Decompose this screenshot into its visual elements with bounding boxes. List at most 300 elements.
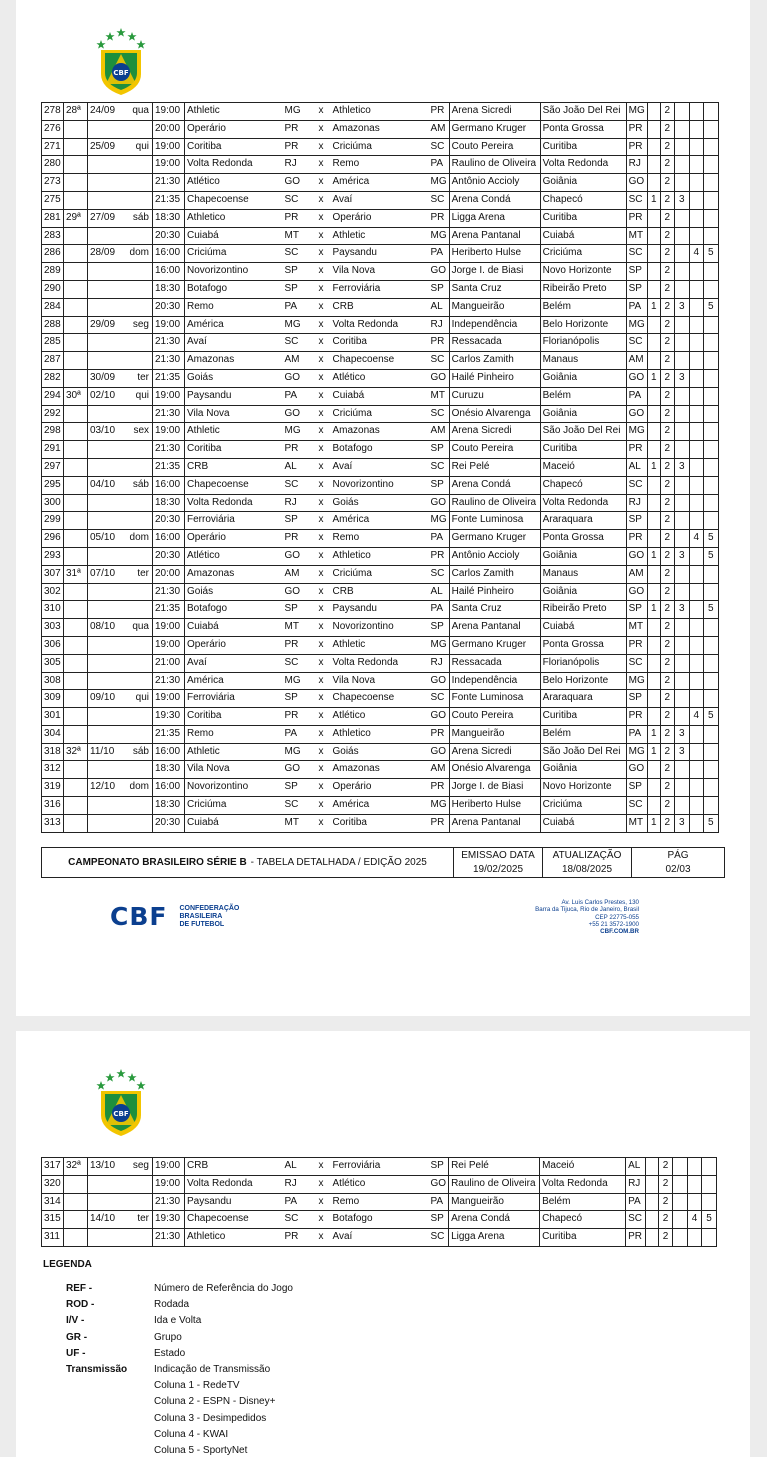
- time-cell: 20:30: [153, 298, 185, 316]
- versus-cell: x: [318, 621, 324, 633]
- city-cell: Ribeirão Preto: [540, 280, 626, 298]
- venue-state-cell: AL: [626, 1158, 646, 1176]
- tv-col-1-cell: [647, 690, 660, 708]
- versus-cell: x: [318, 318, 324, 330]
- weekday-cell: ter: [137, 371, 149, 383]
- legend-key: [66, 1429, 154, 1445]
- home-state-cell: PR: [284, 211, 299, 223]
- legend-value: Coluna 3 - Desimpedidos: [154, 1412, 267, 1424]
- away-state-cell: SC: [429, 565, 450, 583]
- away-team-cell: Goiás: [332, 745, 359, 757]
- legend-key: [66, 1445, 154, 1457]
- tv-col-5-cell: [703, 636, 718, 654]
- stadium-cell: Curuzu: [449, 387, 540, 405]
- cbf-logo: [110, 902, 239, 931]
- tv-col-5-cell: [703, 120, 718, 138]
- time-cell: 21:30: [153, 352, 185, 370]
- time-cell: 19:00: [153, 387, 185, 405]
- home-team-cell: Amazonas: [187, 354, 235, 366]
- away-state-cell: SC: [429, 352, 450, 370]
- ref-number-cell: 298: [42, 423, 64, 441]
- stadium-cell: Heriberto Hulse: [449, 245, 540, 263]
- ref-number-cell: 309: [42, 690, 64, 708]
- time-cell: 21:30: [153, 1193, 185, 1211]
- tv-col-2-cell: 2: [660, 263, 674, 281]
- home-team-cell: Goiás: [187, 371, 214, 383]
- tv-col-1-cell: [647, 156, 660, 174]
- table-row: [42, 103, 719, 121]
- tv-col-4-cell: [689, 761, 703, 779]
- cbf-crest-icon: [93, 1067, 149, 1137]
- date-cell: [88, 708, 126, 726]
- table-row: [42, 583, 719, 601]
- tv-col-2-cell: 2: [660, 423, 674, 441]
- table-row: [42, 601, 719, 619]
- away-state-cell: GO: [429, 494, 450, 512]
- tv-col-5-cell: 5: [703, 530, 718, 548]
- round-cell: 28ª: [64, 103, 88, 121]
- tv-col-3-cell: [674, 227, 689, 245]
- ref-number-cell: 303: [42, 619, 64, 637]
- tv-col-4-cell: [689, 263, 703, 281]
- tv-col-4-cell: [689, 209, 703, 227]
- tv-col-4-cell: [689, 120, 703, 138]
- weekday-cell: ter: [137, 1213, 149, 1225]
- home-team-cell: Amazonas: [187, 567, 235, 579]
- round-cell: [64, 245, 88, 263]
- stadium-cell: Arena Pantanal: [449, 227, 540, 245]
- tv-col-2-cell: 2: [660, 530, 674, 548]
- round-cell: [64, 263, 88, 281]
- city-cell: Chapecó: [540, 476, 626, 494]
- venue-state-cell: SC: [626, 797, 647, 815]
- weekday-cell: [126, 352, 153, 370]
- home-state-cell: SC: [284, 478, 299, 490]
- table-row: [42, 138, 719, 156]
- city-cell: Manaus: [540, 352, 626, 370]
- round-cell: [64, 458, 88, 476]
- versus-cell: x: [318, 1231, 324, 1243]
- away-state-cell: SP: [429, 1211, 449, 1229]
- away-state-cell: PA: [429, 156, 450, 174]
- away-team-cell: Athletico: [332, 727, 371, 739]
- legend-item: [66, 1380, 293, 1396]
- venue-state-cell: MG: [626, 316, 647, 334]
- table-row: [42, 441, 719, 459]
- venue-state-cell: PR: [626, 636, 647, 654]
- away-team-cell: Criciúma: [332, 140, 372, 152]
- away-team-cell: Ferroviária: [332, 1160, 381, 1171]
- tv-col-5-cell: [703, 654, 718, 672]
- tv-col-5-cell: [703, 352, 718, 370]
- tv-col-3-cell: [674, 316, 689, 334]
- tv-col-2-cell: 2: [660, 672, 674, 690]
- stadium-cell: Couto Pereira: [449, 441, 540, 459]
- tv-col-3-cell: [674, 103, 689, 121]
- tv-col-2-cell: 2: [660, 369, 674, 387]
- home-state-cell: MG: [284, 745, 301, 757]
- round-cell: [64, 583, 88, 601]
- ref-number-cell: 315: [42, 1211, 64, 1229]
- tv-col-2-cell: 2: [660, 494, 674, 512]
- venue-state-cell: MT: [626, 619, 647, 637]
- away-state-cell: SC: [429, 1229, 449, 1247]
- weekday-cell: qua: [132, 105, 149, 116]
- table-row: [42, 512, 719, 530]
- home-state-cell: SP: [284, 282, 298, 294]
- weekday-cell: [126, 512, 153, 530]
- round-cell: 31ª: [64, 565, 88, 583]
- home-state-cell: SC: [284, 799, 299, 811]
- weekday-cell: [126, 725, 153, 743]
- tv-col-5-cell: [703, 797, 718, 815]
- city-cell: Cuiabá: [540, 227, 626, 245]
- home-state-cell: GO: [284, 763, 301, 775]
- table-row: [42, 423, 719, 441]
- tv-col-1-cell: [647, 227, 660, 245]
- versus-cell: x: [318, 265, 324, 277]
- tv-col-5-cell: [703, 405, 718, 423]
- home-state-cell: PA: [284, 300, 298, 312]
- time-cell: 18:30: [153, 209, 185, 227]
- home-team-cell: Chapecoense: [187, 478, 249, 490]
- stadium-cell: Arena Pantanal: [449, 814, 540, 832]
- tv-col-4-cell: [689, 583, 703, 601]
- time-cell: 16:00: [153, 779, 185, 797]
- tv-col-3-cell: 3: [674, 547, 689, 565]
- home-state-cell: GO: [284, 407, 301, 419]
- home-state-cell: MG: [284, 425, 301, 437]
- ref-number-cell: 311: [42, 1229, 64, 1247]
- tv-col-2-cell: 2: [660, 209, 674, 227]
- tv-col-4-cell: [689, 298, 703, 316]
- away-team-cell: Cuiabá: [332, 389, 365, 401]
- weekday-cell: sex: [133, 425, 149, 437]
- ref-number-cell: 305: [42, 654, 64, 672]
- versus-cell: x: [318, 389, 324, 401]
- home-team-cell: Avaí: [187, 336, 207, 348]
- date-cell: [88, 814, 126, 832]
- weekday-cell: [126, 263, 153, 281]
- date-cell: 12/10: [90, 781, 116, 793]
- tv-col-5-cell: 5: [703, 814, 718, 832]
- home-state-cell: RJ: [284, 496, 297, 508]
- away-team-cell: Remo: [332, 532, 360, 544]
- time-cell: 20:30: [153, 547, 185, 565]
- city-cell: Manaus: [540, 565, 626, 583]
- home-team-cell: Ferroviária: [187, 514, 235, 526]
- tv-col-1-cell: [647, 405, 660, 423]
- away-state-cell: PA: [429, 1193, 449, 1211]
- away-state-cell: PR: [429, 209, 450, 227]
- away-team-cell: Amazonas: [332, 122, 380, 134]
- date-cell: [88, 494, 126, 512]
- legend-item: [66, 1413, 293, 1429]
- venue-state-cell: MG: [626, 423, 647, 441]
- time-cell: 21:30: [153, 174, 185, 192]
- city-cell: Volta Redonda: [540, 1175, 626, 1193]
- time-cell: 16:00: [153, 476, 185, 494]
- away-state-cell: SP: [429, 619, 450, 637]
- round-cell: [64, 476, 88, 494]
- document-page-2: [16, 1031, 750, 1457]
- versus-cell: x: [318, 763, 324, 775]
- time-cell: 21:30: [153, 1229, 185, 1247]
- date-cell: [88, 761, 126, 779]
- ref-number-cell: 296: [42, 530, 64, 548]
- ref-number-cell: 314: [42, 1193, 64, 1211]
- legend-value: Rodada: [154, 1299, 190, 1311]
- tv-col-4-cell: [689, 725, 703, 743]
- tv-col-5-cell: [703, 369, 718, 387]
- tv-col-3-cell: [674, 636, 689, 654]
- tv-col-2-cell: 2: [660, 814, 674, 832]
- city-cell: Cuiabá: [540, 619, 626, 637]
- round-cell: [64, 1193, 88, 1211]
- tv-col-3-cell: 3: [674, 743, 689, 761]
- away-team-cell: Paysandu: [332, 247, 377, 259]
- versus-cell: x: [318, 407, 324, 419]
- date-cell: [88, 298, 126, 316]
- away-team-cell: CRB: [332, 300, 354, 312]
- table-row: [42, 227, 719, 245]
- round-cell: 32ª: [64, 743, 88, 761]
- stadium-cell: Germano Kruger: [449, 636, 540, 654]
- table-row: [42, 690, 719, 708]
- date-cell: [88, 1193, 126, 1211]
- weekday-cell: [126, 334, 153, 352]
- stadium-cell: Rei Pelé: [449, 1158, 540, 1176]
- tv-col-2-cell: 2: [659, 1193, 673, 1211]
- time-cell: 21:35: [153, 191, 185, 209]
- away-state-cell: MG: [429, 636, 450, 654]
- away-state-cell: PA: [429, 245, 450, 263]
- ref-number-cell: 295: [42, 476, 64, 494]
- ref-number-cell: 275: [42, 191, 64, 209]
- tv-col-3-cell: [674, 156, 689, 174]
- tv-col-4-cell: [689, 814, 703, 832]
- venue-state-cell: MG: [626, 103, 647, 121]
- round-cell: [64, 316, 88, 334]
- round-cell: [64, 636, 88, 654]
- round-cell: [64, 1175, 88, 1193]
- venue-state-cell: PR: [626, 530, 647, 548]
- tv-col-5-cell: [703, 458, 718, 476]
- weekday-cell: qui: [135, 140, 149, 152]
- venue-state-cell: PR: [626, 120, 647, 138]
- tv-col-2-cell: 2: [660, 565, 674, 583]
- away-team-cell: Athletico: [332, 105, 371, 116]
- time-cell: 19:00: [153, 316, 185, 334]
- ref-number-cell: 294: [42, 387, 64, 405]
- date-cell: [88, 174, 126, 192]
- venue-state-cell: MT: [626, 227, 647, 245]
- time-cell: 16:00: [153, 245, 185, 263]
- legend-item: [66, 1396, 293, 1412]
- tv-col-2-cell: 2: [659, 1211, 673, 1229]
- tv-col-2-cell: 2: [660, 619, 674, 637]
- round-cell: [64, 423, 88, 441]
- tv-col-5-cell: 5: [703, 298, 718, 316]
- home-state-cell: PA: [284, 727, 298, 739]
- tv-col-1-cell: [647, 103, 660, 121]
- date-cell: 13/10: [90, 1160, 116, 1171]
- versus-cell: x: [318, 354, 324, 366]
- away-team-cell: Atlético: [332, 1177, 366, 1189]
- city-cell: Araraquara: [540, 512, 626, 530]
- round-cell: [64, 352, 88, 370]
- tv-col-3-cell: 3: [674, 191, 689, 209]
- venue-state-cell: SP: [626, 601, 647, 619]
- venue-state-cell: GO: [626, 547, 647, 565]
- table-row: [42, 797, 719, 815]
- tv-col-5-cell: [703, 583, 718, 601]
- svg-text:CBF: CBF: [113, 1110, 129, 1118]
- time-cell: 20:30: [153, 512, 185, 530]
- date-cell: [88, 725, 126, 743]
- tv-col-4-cell: [689, 654, 703, 672]
- round-cell: [64, 191, 88, 209]
- city-cell: Volta Redonda: [540, 494, 626, 512]
- tv-col-2-cell: 2: [659, 1158, 673, 1176]
- versus-cell: x: [318, 371, 324, 383]
- city-cell: Novo Horizonte: [540, 779, 626, 797]
- venue-state-cell: RJ: [626, 156, 647, 174]
- stadium-cell: Hailé Pinheiro: [449, 583, 540, 601]
- stadium-cell: Hailé Pinheiro: [449, 369, 540, 387]
- away-state-cell: RJ: [429, 316, 450, 334]
- venue-state-cell: AL: [626, 458, 647, 476]
- home-state-cell: SC: [284, 193, 299, 205]
- versus-cell: x: [318, 745, 324, 757]
- table-row: [42, 245, 719, 263]
- tv-col-3-cell: [673, 1175, 688, 1193]
- tv-col-5-cell: [703, 779, 718, 797]
- legend-key: I/V -: [66, 1315, 85, 1327]
- tv-col-3-cell: [674, 476, 689, 494]
- home-team-cell: Remo: [187, 300, 214, 312]
- venue-state-cell: AM: [626, 565, 647, 583]
- table-row: [42, 494, 719, 512]
- city-cell: Florianópolis: [540, 654, 626, 672]
- venue-state-cell: AM: [626, 352, 647, 370]
- away-team-cell: CRB: [332, 585, 354, 597]
- venue-state-cell: PA: [626, 725, 647, 743]
- date-cell: [88, 1229, 126, 1247]
- weekday-cell: [126, 1193, 153, 1211]
- time-cell: 21:35: [153, 458, 185, 476]
- versus-cell: x: [318, 158, 324, 170]
- legend-key: Transmissão: [66, 1363, 128, 1375]
- city-cell: Goiânia: [540, 547, 626, 565]
- home-team-cell: Ferroviária: [187, 692, 235, 704]
- tv-col-3-cell: [673, 1193, 688, 1211]
- venue-state-cell: PA: [626, 387, 647, 405]
- home-state-cell: MG: [284, 674, 301, 686]
- tv-col-5-cell: [703, 761, 718, 779]
- round-cell: [64, 547, 88, 565]
- versus-cell: x: [318, 799, 324, 811]
- stadium-cell: Ligga Arena: [449, 1229, 540, 1247]
- tv-col-4-cell: [689, 458, 703, 476]
- tv-col-3-cell: [674, 352, 689, 370]
- away-state-cell: PR: [429, 779, 450, 797]
- city-cell: Araraquara: [540, 690, 626, 708]
- tv-col-3-cell: [674, 530, 689, 548]
- tv-col-1-cell: [647, 583, 660, 601]
- tv-col-1-cell: [647, 174, 660, 192]
- weekday-cell: seg: [132, 1160, 149, 1171]
- tv-col-4-cell: [688, 1175, 702, 1193]
- tv-col-2-cell: 2: [660, 761, 674, 779]
- ref-number-cell: 278: [42, 103, 64, 121]
- round-cell: [64, 690, 88, 708]
- tv-col-1-cell: [647, 476, 660, 494]
- stadium-cell: Raulino de Oliveira: [449, 1175, 540, 1193]
- tv-col-5-cell: [702, 1158, 717, 1176]
- tv-col-3-cell: [674, 583, 689, 601]
- stadium-cell: Raulino de Oliveira: [449, 156, 540, 174]
- time-cell: 16:00: [153, 530, 185, 548]
- away-team-cell: Botafogo: [332, 443, 373, 455]
- tv-col-1-cell: 1: [647, 725, 660, 743]
- round-cell: [64, 156, 88, 174]
- ref-number-cell: 317: [42, 1158, 64, 1176]
- table-row: [42, 814, 719, 832]
- date-cell: [88, 636, 126, 654]
- city-cell: Belo Horizonte: [540, 672, 626, 690]
- weekday-cell: [126, 708, 153, 726]
- legend-value: Número de Referência do Jogo: [154, 1283, 293, 1294]
- time-cell: 18:30: [153, 797, 185, 815]
- time-cell: 19:00: [153, 138, 185, 156]
- weekday-cell: [126, 298, 153, 316]
- tv-col-3-cell: [674, 280, 689, 298]
- city-cell: Ribeirão Preto: [540, 601, 626, 619]
- ref-number-cell: 310: [42, 601, 64, 619]
- tv-col-3-cell: [674, 779, 689, 797]
- date-cell: 11/10: [90, 745, 115, 757]
- time-cell: 21:30: [153, 672, 185, 690]
- ref-number-cell: 308: [42, 672, 64, 690]
- legend-item: [66, 1332, 293, 1348]
- versus-cell: x: [318, 460, 324, 472]
- date-cell: [88, 120, 126, 138]
- time-cell: 20:00: [153, 565, 185, 583]
- tv-col-1-cell: [647, 779, 660, 797]
- home-state-cell: SP: [284, 603, 298, 615]
- date-cell: [88, 227, 126, 245]
- time-cell: 16:00: [153, 263, 185, 281]
- city-cell: Novo Horizonte: [540, 263, 626, 281]
- home-team-cell: América: [187, 674, 224, 686]
- tv-col-1-cell: [647, 316, 660, 334]
- home-team-cell: Paysandu: [187, 389, 232, 401]
- weekday-cell: [126, 280, 153, 298]
- city-cell: Goiânia: [540, 583, 626, 601]
- home-state-cell: PR: [284, 122, 299, 134]
- round-cell: 30ª: [64, 387, 88, 405]
- city-cell: Curitiba: [540, 441, 626, 459]
- tv-col-1-cell: [647, 334, 660, 352]
- city-cell: Curitiba: [540, 708, 626, 726]
- table-row: [42, 619, 719, 637]
- tv-col-5-cell: [703, 565, 718, 583]
- weekday-cell: [126, 654, 153, 672]
- time-cell: 19:00: [153, 423, 185, 441]
- venue-state-cell: SP: [626, 690, 647, 708]
- tv-col-3-cell: [674, 654, 689, 672]
